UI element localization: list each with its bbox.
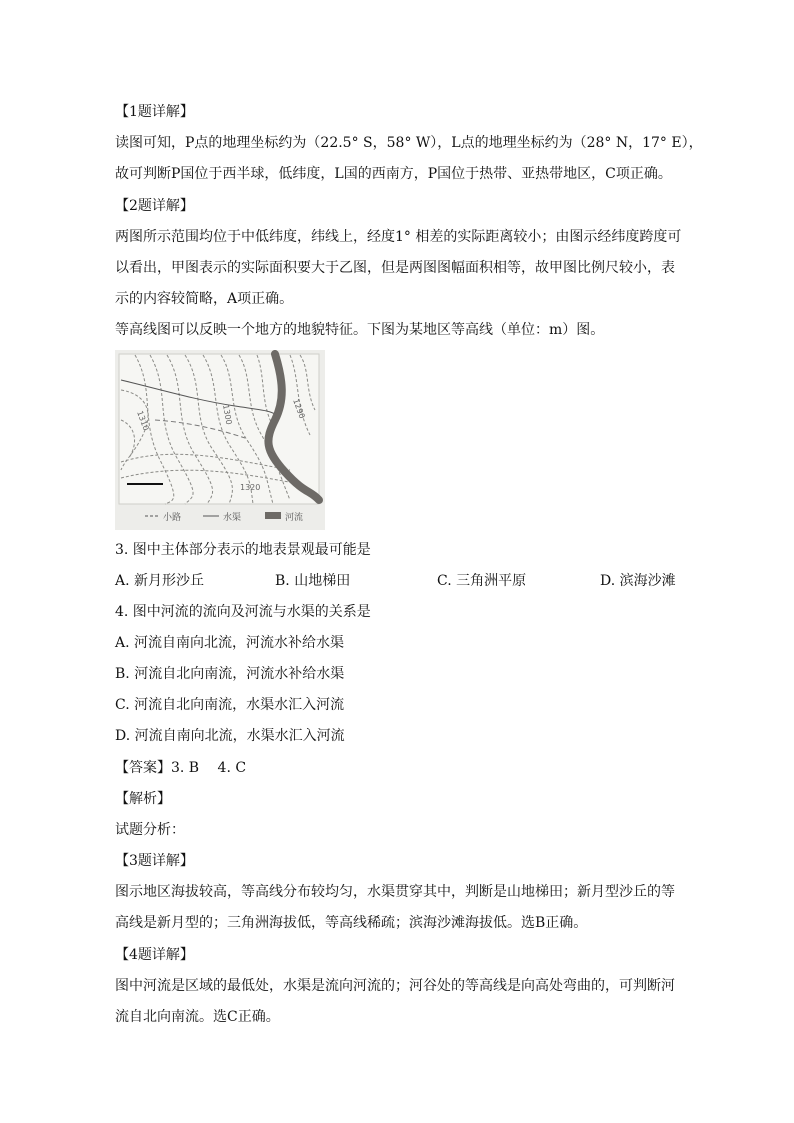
option-a: A. 新月形沙丘 <box>115 573 205 589</box>
option-b: B. 山地梯田 <box>275 573 351 589</box>
section-heading-q1: 【1题详解】 <box>115 104 194 120</box>
contour-label: 1310 <box>135 409 151 432</box>
contour-label: 1300 <box>221 403 234 426</box>
legend-river-label: 河流 <box>285 513 304 523</box>
option-a: A. 河流自南向北流，河流水补给水渠 <box>115 635 345 651</box>
option-c: C. 三角洲平原 <box>437 573 527 589</box>
contour-map-figure <box>115 350 325 530</box>
legend-canal-label: 水渠 <box>223 513 242 523</box>
contour-label: 1320 <box>240 483 261 492</box>
legend-path-label: 小路 <box>163 513 182 523</box>
paragraph-line: 示的内容较简略，A项正确。 <box>115 291 294 307</box>
paragraph-line: 读图可知，P点的地理坐标约为（22.5° S，58° W），L点的地理坐标约为（28° N，17° E）， <box>115 135 703 151</box>
section-heading-q4: 【4题详解】 <box>115 947 194 963</box>
question-3: 3. 图中主体部分表示的地表景观最可能是 <box>115 542 371 558</box>
paragraph-line: 等高线图可以反映一个地方的地貌特征。下图为某地区等高线（单位：m）图。 <box>115 322 605 338</box>
question-4: 4. 图中河流的流向及河流与水渠的关系是 <box>115 604 371 620</box>
paragraph-line: 以看出，甲图表示的实际面积要大于乙图，但是两图图幅面积相等，故甲图比例尺较小，表 <box>115 260 675 276</box>
contour-label: 1290 <box>291 397 307 420</box>
option-d: D. 河流自南向北流，水渠水汇入河流 <box>115 728 345 744</box>
section-heading-q2: 【2题详解】 <box>115 198 194 214</box>
paragraph-line: 两图所示范围均位于中低纬度，纬线上，经度1° 相差的实际距离较小；由图示经纬度跨度可 <box>115 229 682 245</box>
paragraph-line: 故可判断P国位于西半球，低纬度，L国的西南方，P国位于热带、亚热带地区，C项正确。 <box>115 166 672 182</box>
option-d: D. 滨海沙滩 <box>600 573 676 589</box>
option-b: B. 河流自北向南流，河流水补给水渠 <box>115 666 345 682</box>
paragraph-line: 高线是新月型的；三角洲海拔低，等高线稀疏；滨海沙滩海拔低。选B正确。 <box>115 915 588 931</box>
analysis-heading: 【解析】 <box>115 791 171 807</box>
section-heading-q3: 【3题详解】 <box>115 853 194 869</box>
paragraph-line: 图中河流是区域的最低处，水渠是流向河流的；河谷处的等高线是向高处弯曲的，可判断河 <box>115 978 675 994</box>
answer-line: 【答案】3. B 4. C <box>115 760 247 776</box>
analysis-subheading: 试题分析： <box>115 822 185 838</box>
option-c: C. 河流自北向南流，水渠水汇入河流 <box>115 697 345 713</box>
paragraph-line: 流自北向南流。选C正确。 <box>115 1009 280 1025</box>
paragraph-line: 图示地区海拔较高，等高线分布较均匀，水渠贯穿其中，判断是山地梯田；新月型沙丘的等 <box>115 884 675 900</box>
